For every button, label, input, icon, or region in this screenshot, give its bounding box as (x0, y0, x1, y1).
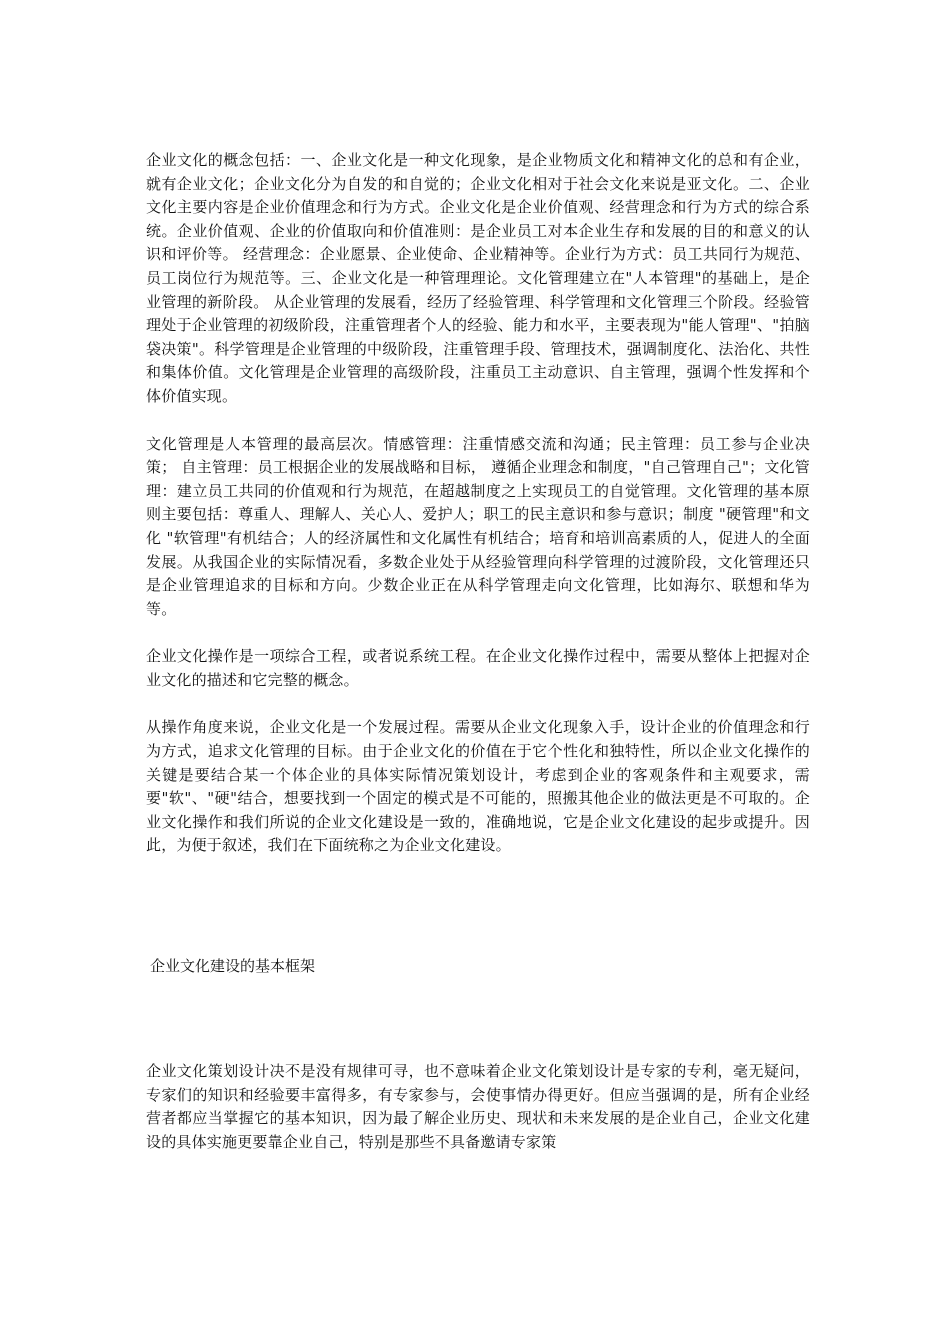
document-body (146, 149, 810, 1154)
paragraph-operation-perspective: 从操作角度来说，企业文化是一个发展过程。需要从企业文化现象入手，设计企业的价值理念和行为方式，追求文化管理的目标。由于企业文化的价值在于它个性化和独特性，所以企业文化操作的关键是要结合某一个体企业的具体实际情况策划设计，考虑到企业的客观条件和主观要求，需要"软"、"硬"结合，想要找到一个固定的模式是不可能的，照搬其他企业的做法更是不可取的。企业文化操作和我们所说的企业文化建设是一致的，准确地说，它是企业文化建设的起步或提升。因此，为便于叙述，我们在下面统称之为企业文化建设。 (146, 718, 810, 855)
paragraph-planning-design: 企业文化策划设计决不是没有规律可寻，也不意味着企业文化策划设计是专家的专利，毫无疑问，专家们的知识和经验要丰富得多，有专家参与，会使事情办得更好。但应当强调的是，所有企业经营者都应当掌握它的基本知识，因为最了解企业历史、现状和未来发展的是企业自己，企业文化建设的具体实施更要靠企业自己，特别是那些不具备邀请专家策 (146, 1062, 810, 1151)
paragraph-gap (146, 621, 810, 645)
paragraph-operation-overview: 企业文化操作是一项综合工程，或者说系统工程。在企业文化操作过程中，需要从整体上把握对企业文化的描述和它完整的概念。 (146, 647, 810, 689)
heading-gap (146, 978, 810, 1060)
paragraph-concept: 企业文化的概念包括：一、企业文化是一种文化现象，是企业物质文化和精神文化的总和有企业，就有企业文化；企业文化分为自发的和自觉的；企业文化相对于社会文化来说是亚文化。二、企业文化主要内容是企业价值理念和行为方式。企业文化是企业价值观、经营理念和行为方式的综合系统。企业价值观、企业的价值取向和价值准则：是企业员工对本企业生存和发展的目的和意义的认识和评价等。 经营理念：企业愿景、企业使命、企业精神等。企业行为方式：员工共同行为规范、员工岗位行为规范等。三、企业文化是一种管理理论。文化管理建立在"人本管理"的基础上，是企业管理的新阶段。 从企业管理的发展看，经历了经验管理、科学管理和文化管理三个阶段。经验管理处于企业管理的初级阶段，注重管理者个人的经验、能力和水平，主要表现为"能人管理"、"拍脑袋决策"。科学管理是企业管理的中级阶段，注重管理手段、管理技术，强调制度化、法治化、共性和集体价值。文化管理是企业管理的高级阶段，注重员工主动意识、自主管理，强调个性发挥和个体价值实现。 (146, 151, 810, 405)
paragraph-gap (146, 692, 810, 716)
paragraph-gap (146, 409, 810, 433)
section-heading: 企业文化建设的基本框架 (150, 957, 316, 976)
section-heading-wrap (146, 954, 810, 978)
paragraph-culture-management: 文化管理是人本管理的最高层次。情感管理：注重情感交流和沟通；民主管理：员工参与企业决策； 自主管理：员工根据企业的发展战略和目标， 遵循企业理念和制度，"自己管理自己"；文化管理：建立员工共同的价值观和行为规范，在超越制度之上实现员工的自觉管理。文化管理的基本原则主要包括：尊重人、理解人、关心人、爱护人；职工的民主意识和参与意识；制度 "硬管理"和文化 "软管理"有机结合；人的经济属性和文化属性有机结合；培育和培训高素质的人，促进人的全面发展。从我国企业的实际情况看，多数企业处于从经验管理向科学管理的过渡阶段，文化管理还只是企业管理追求的目标和方向。少数企业正在从科学管理走向文化管理，比如海尔、联想和华为等。 (146, 434, 810, 618)
